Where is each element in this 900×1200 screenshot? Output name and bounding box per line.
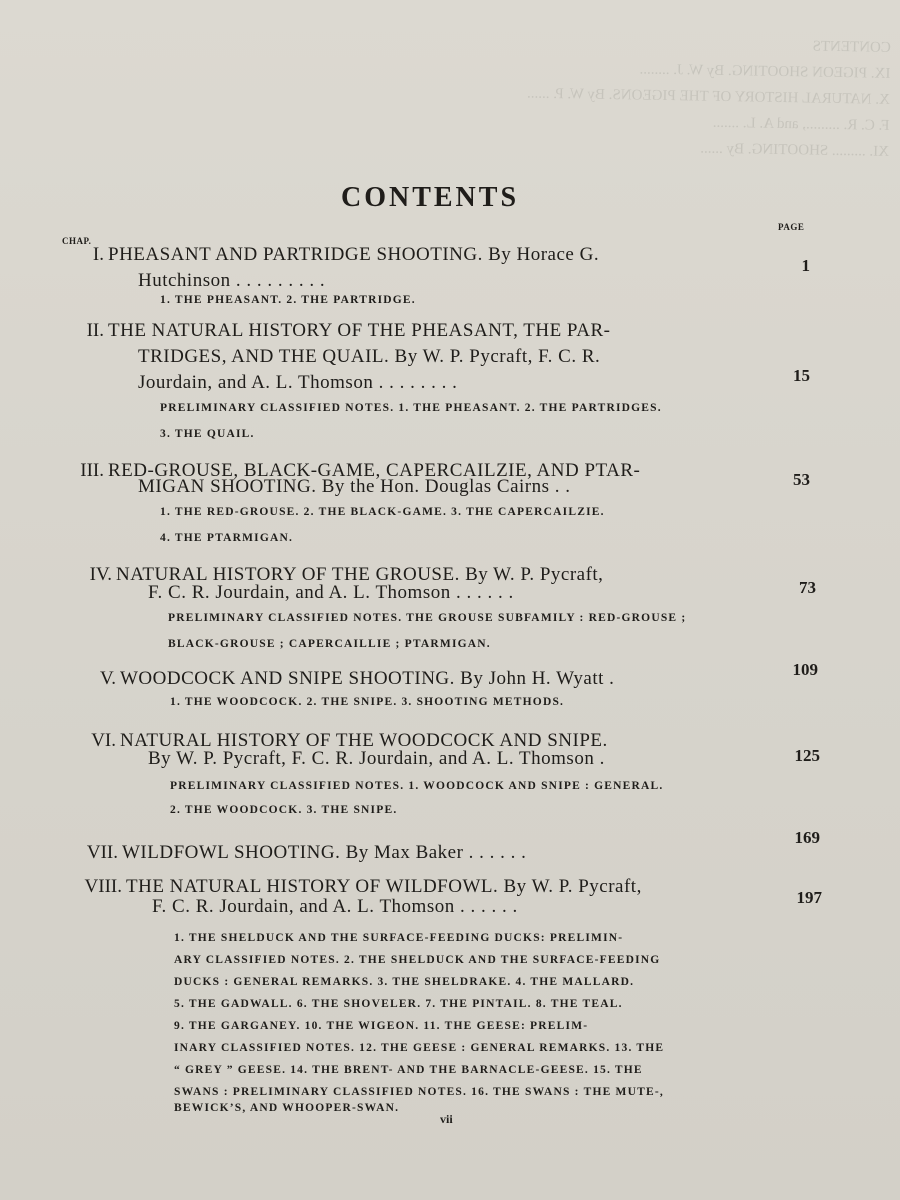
page-folio: vii (440, 1112, 453, 1126)
chapter-number: VI. (91, 730, 116, 751)
entry-subheading: ARY CLASSIFIED NOTES. 2. THE SHELDUCK AND THE SURFACE-FEEDING (174, 954, 661, 966)
page-number: 197 (796, 888, 822, 907)
chapter-number: II. (86, 320, 104, 341)
entry-subheading: 1. THE PHEASANT. 2. THE PARTRIDGE. (160, 294, 416, 306)
page-number: 73 (799, 578, 816, 597)
entry-subheading: DUCKS : GENERAL REMARKS. 3. THE SHELDRAKE. 4. THE MALLARD. (174, 976, 635, 988)
entry-title-line: F. C. R. Jourdain, and A. L. Thomson . . . . . . (148, 582, 514, 603)
entry-subheading: 1. THE RED-GROUSE. 2. THE BLACK-GAME. 3. THE CAPERCAILZIE. (160, 506, 605, 518)
entry-subheading: 2. THE WOODCOCK. 3. THE SNIPE. (170, 804, 398, 816)
page-number: 169 (794, 828, 820, 847)
page-column-label: PAGE (778, 222, 805, 232)
entry-subheading: PRELIMINARY CLASSIFIED NOTES. THE GROUSE SUBFAMILY : RED-GROUSE ; (168, 612, 687, 624)
page-number: 125 (794, 746, 820, 765)
entry-subheading: INARY CLASSIFIED NOTES. 12. THE GEESE : GENERAL REMARKS. 13. THE (174, 1042, 665, 1054)
page-number: 15 (793, 366, 810, 385)
entry-title-line: THE NATURAL HISTORY OF WILDFOWL. By W. P. Pycraft, (126, 876, 642, 897)
entry-subheading: PRELIMINARY CLASSIFIED NOTES. 1. THE PHEASANT. 2. THE PARTRIDGES. (160, 402, 662, 414)
chapter-number: IV. (89, 564, 112, 585)
entry-title-line: RED-GROUSE, BLACK-GAME, CAPERCAILZIE, AND PTAR- (108, 460, 641, 481)
entry-title-line: TRIDGES, AND THE QUAIL. By W. P. Pycraft, F. C. R. (138, 346, 601, 367)
page-number: 109 (792, 660, 818, 679)
entry-title-line: THE NATURAL HISTORY OF THE PHEASANT, THE PAR- (108, 320, 611, 341)
entry-subheading: SWANS : PRELIMINARY CLASSIFIED NOTES. 16. THE SWANS : THE MUTE-, (174, 1086, 664, 1098)
entry-title-line: PHEASANT AND PARTRIDGE SHOOTING. By Horace G. (108, 244, 600, 265)
entry-subheading: 1. THE SHELDUCK AND THE SURFACE-FEEDING DUCKS: PRELIMIN- (174, 932, 624, 944)
show-through-text: CONTENTS IX. PIGEON SHOOTING. By W. J. ........ X. NATURAL HISTORY OF THE PIGEONS. By W. P. ...... F. C. R. ........., and A. L. ....... XI. ......... SHOOTING. By ...... (526, 38, 892, 160)
chap-column-label: CHAP. (62, 236, 92, 246)
entry-title-line: NATURAL HISTORY OF THE WOODCOCK AND SNIPE. (120, 730, 608, 751)
entry-title-line: MIGAN SHOOTING. By the Hon. Douglas Cairns . . (138, 476, 571, 497)
entry-title-line: F. C. R. Jourdain, and A. L. Thomson . . . . . . (152, 896, 518, 917)
entry-subheading: 3. THE QUAIL. (160, 428, 255, 440)
page-title: CONTENTS (340, 182, 520, 213)
chapter-number: V. (99, 668, 116, 689)
entry-subheading: 4. THE PTARMIGAN. (160, 532, 294, 544)
entry-title-line: Jourdain, and A. L. Thomson . . . . . . . . (138, 372, 458, 393)
entry-subheading: 1. THE WOODCOCK. 2. THE SNIPE. 3. SHOOTING METHODS. (170, 696, 565, 708)
chapter-number: VIII. (84, 876, 122, 897)
entry-subheading: BLACK-GROUSE ; CAPERCAILLIE ; PTARMIGAN. (168, 638, 491, 650)
page-number: 1 (801, 256, 810, 275)
page-number: 53 (793, 470, 810, 489)
entry-title-line: Hutchinson . . . . . . . . . (138, 270, 326, 291)
entry-subheading: PRELIMINARY CLASSIFIED NOTES. 1. WOODCOCK AND SNIPE : GENERAL. (170, 780, 664, 792)
entry-subheading: 9. THE GARGANEY. 10. THE WIGEON. 11. THE GEESE: PRELIM- (174, 1020, 589, 1032)
entry-title-line: By W. P. Pycraft, F. C. R. Jourdain, and A. L. Thomson . (148, 748, 605, 769)
entry-subheading: 5. THE GADWALL. 6. THE SHOVELER. 7. THE PINTAIL. 8. THE TEAL. (174, 998, 623, 1010)
entry-subheading: BEWICK’S, AND WHOOPER-SWAN. (174, 1102, 400, 1114)
entry-subheading: “ GREY ” GEESE. 14. THE BRENT- AND THE BARNACLE-GEESE. 15. THE (174, 1064, 643, 1076)
entry-title-line: WILDFOWL SHOOTING. By Max Baker . . . . . . (122, 842, 527, 863)
chapter-number: III. (80, 460, 104, 481)
chapter-number: VII. (86, 842, 118, 863)
chapter-number: I. (92, 244, 104, 265)
entry-title-line: WOODCOCK AND SNIPE SHOOTING. By John H. Wyatt . (120, 668, 615, 689)
entry-title-line: NATURAL HISTORY OF THE GROUSE. By W. P. Pycraft, (116, 564, 604, 585)
